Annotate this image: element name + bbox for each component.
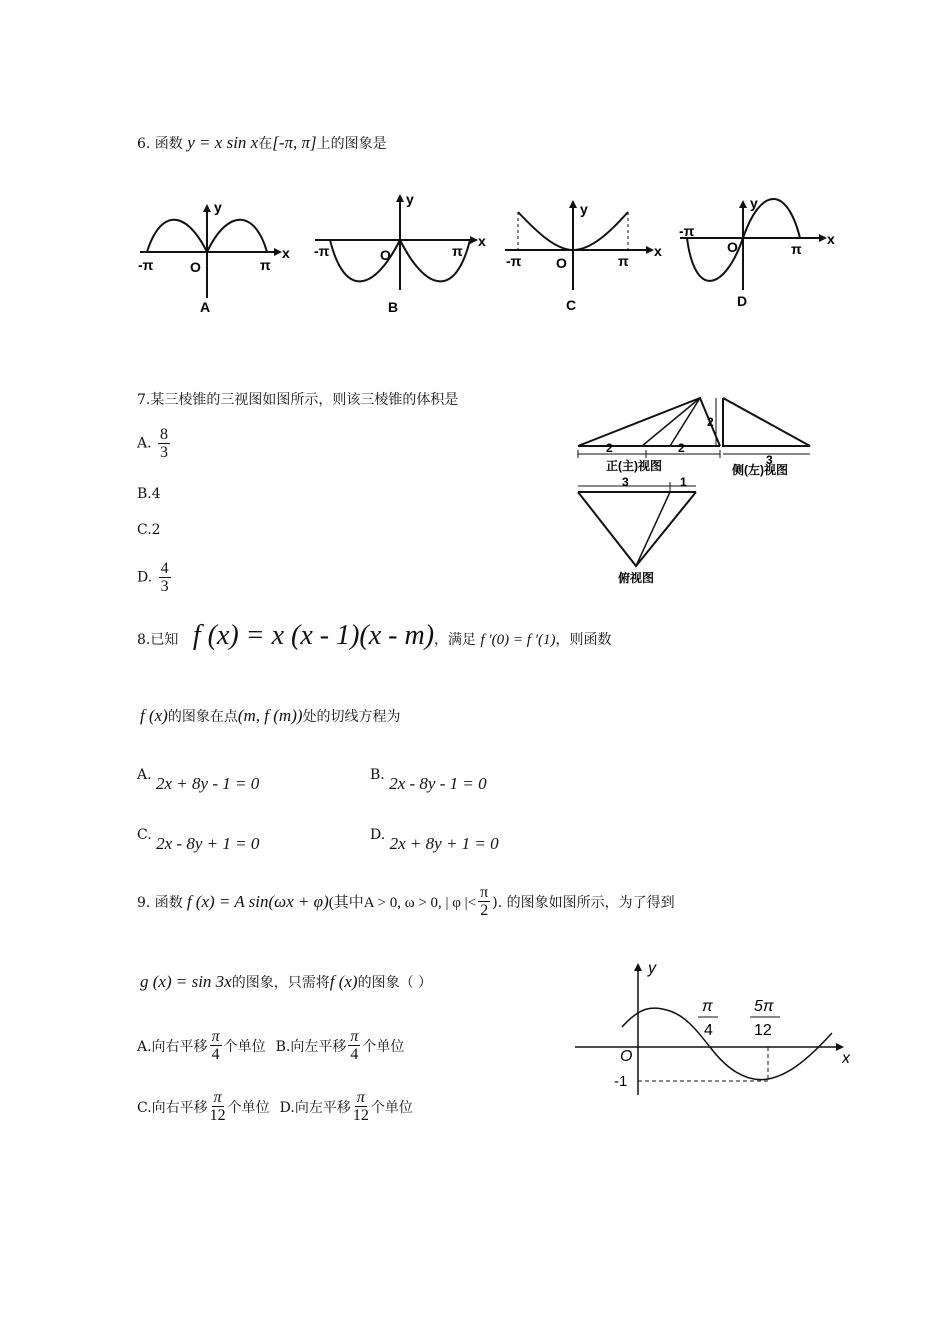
- q8-option-d-label: D.: [370, 827, 386, 843]
- q9-option-d-frac: [353, 1089, 369, 1124]
- q6-number: 6. 函数: [137, 136, 183, 152]
- q7-option-c: C.2: [137, 522, 161, 538]
- q9-option-a-frac: [210, 1028, 222, 1063]
- q8-line2-tail: 处的切线方程为: [302, 709, 401, 725]
- q6-a-o: O: [190, 259, 201, 275]
- q7-option-b: B.4: [137, 486, 161, 502]
- q7-dim-side-h: 2: [707, 415, 714, 429]
- q8-number: 8.已知: [137, 632, 179, 648]
- q6-tail: 上的图象是: [316, 136, 387, 152]
- q6-b-x: x: [478, 233, 486, 249]
- q7-dim-top-right: 1: [680, 475, 687, 489]
- q8-line2-text: 的图象在点: [167, 709, 238, 725]
- q6-d-x: x: [827, 231, 835, 247]
- q9-d-num: π: [356, 1089, 365, 1106]
- q8-option-a-label: A.: [137, 767, 152, 783]
- q6-a-label: A: [200, 299, 211, 315]
- q6-d-y: y: [750, 195, 758, 211]
- q8-line2-point: (m, f (m)): [237, 706, 303, 725]
- q9-option-b: B.向左平移: [275, 1038, 347, 1055]
- q9-options-cd: [137, 1089, 413, 1124]
- q6-d-label: D: [737, 293, 748, 309]
- q8-option-b-label: B.: [370, 767, 385, 783]
- q9-line2: [140, 972, 432, 992]
- q6-c-o: O: [556, 255, 567, 271]
- q6-a-x: x: [282, 245, 290, 261]
- q9-sine-graph: [570, 955, 860, 1105]
- q7-d-den: 3: [160, 578, 169, 595]
- q9-option-a: A.向右平移: [137, 1038, 208, 1055]
- q6-c-label: C: [566, 297, 577, 313]
- q6-c-y: y: [580, 201, 588, 217]
- q6-b-label: B: [388, 299, 399, 315]
- q6-b-y: y: [406, 191, 414, 207]
- q7-option-d-label: D.: [137, 569, 153, 586]
- q7-d-num: 4: [160, 560, 169, 577]
- q6-b-o: O: [380, 247, 391, 263]
- q9-tail: ). 的图象如图所示，为了得到: [492, 894, 675, 911]
- q9-b-den: 4: [350, 1046, 359, 1063]
- q6-graph-d: [679, 195, 835, 309]
- q7-top-view: [578, 475, 696, 585]
- q6-a-left: -π: [138, 257, 154, 273]
- q9-fig-tick2-den: 12: [754, 1022, 772, 1039]
- q9-c-num: π: [213, 1089, 222, 1106]
- q7-option-a: [137, 426, 172, 461]
- q9-stem: [137, 884, 675, 919]
- q8-option-d-eq: 2x + 8y + 1 = 0: [389, 834, 499, 853]
- q8-condition: f ′(0) = f ′(1): [480, 632, 556, 648]
- q9-option-b-unit: 个单位: [362, 1038, 405, 1055]
- q6-graph-a: [138, 199, 290, 315]
- q9-a-num: π: [211, 1028, 220, 1045]
- q7-dim-front-right: 2: [678, 441, 685, 455]
- q9-option-b-frac: [348, 1028, 360, 1063]
- q9-condition: (其中A > 0, ω > 0, | φ |<: [328, 895, 477, 911]
- q9-option-c-frac: [210, 1089, 226, 1124]
- q9-cond-frac: [478, 884, 490, 919]
- q9-fig-minus-one: -1: [614, 1073, 628, 1090]
- q8-option-d: [370, 824, 499, 853]
- q6-a-right: π: [260, 257, 271, 273]
- q7-option-d-frac: [159, 560, 171, 595]
- q7-dim-top-left: 3: [622, 475, 629, 489]
- q8-tail: ，则函数: [555, 632, 612, 648]
- q9-line2-fx: f (x): [329, 972, 358, 991]
- q6-b-right: π: [452, 243, 463, 259]
- q6-c-right: π: [618, 253, 629, 269]
- q9-fig-o: O: [620, 1048, 633, 1065]
- q9-fig-y: y: [648, 960, 656, 977]
- q9-number: 9. 函数: [137, 894, 183, 911]
- q8-option-a-eq: 2x + 8y - 1 = 0: [156, 774, 260, 793]
- q8-formula: f (x) = x (x - 1)(x - m): [192, 620, 435, 651]
- q9-fig-x: x: [842, 1050, 850, 1067]
- q8-option-c-label: C.: [137, 827, 152, 843]
- q9-cond-den: 2: [480, 902, 489, 919]
- q9-fig-tick2-num: 5π: [754, 998, 774, 1015]
- q7-option-d: [137, 560, 173, 595]
- q6-c-left: -π: [506, 253, 522, 269]
- q9-option-d: D.向左平移: [279, 1099, 351, 1116]
- q8-option-c-eq: 2x - 8y + 1 = 0: [156, 834, 260, 853]
- q9-fig-tick1-den: 4: [704, 1022, 713, 1039]
- q6-stem: [137, 133, 387, 153]
- q7-a-num: 8: [160, 426, 169, 443]
- q9-fig-tick1-num: π: [702, 998, 713, 1015]
- q9-c-den: 12: [209, 1107, 226, 1124]
- q9-d-den: 12: [352, 1107, 369, 1124]
- q9-option-c: C.向右平移: [137, 1099, 208, 1116]
- q7-front-view: [578, 398, 720, 473]
- q9-option-d-unit: 个单位: [370, 1099, 413, 1116]
- q7-option-a-label: A.: [137, 435, 152, 452]
- q7-option-a-frac: [158, 426, 170, 461]
- q7-three-views: [570, 390, 820, 590]
- q7-front-label: 正(主)视图: [606, 459, 662, 473]
- q7-dim-front-left: 2: [606, 441, 613, 455]
- q9-formula: f (x) = A sin(ωx + φ): [186, 891, 329, 911]
- q7-side-label: 侧(左)视图: [732, 463, 788, 477]
- q8-option-a: [137, 764, 260, 793]
- q6-a-y: y: [214, 199, 222, 215]
- q6-d-o: O: [727, 239, 738, 255]
- q6-graph-c: [505, 200, 662, 313]
- q9-options-ab: [137, 1028, 404, 1063]
- q8-line2: [140, 706, 401, 726]
- q6-c-x: x: [654, 243, 662, 259]
- q6-d-left: -π: [679, 223, 695, 239]
- q9-b-num: π: [350, 1028, 359, 1045]
- q7-side-view: [707, 398, 810, 477]
- q6-zai: 在: [258, 136, 273, 152]
- q6-graphs: [130, 190, 850, 320]
- q8-line2-fx: f (x): [140, 706, 168, 725]
- q7-a-den: 3: [160, 444, 169, 461]
- q7-dim-side-w: 3: [766, 453, 773, 467]
- q9-line2-tail: 的图象（ ）: [357, 975, 433, 991]
- q8-stem: [137, 620, 611, 652]
- q6-formula: y = x sin x: [187, 133, 259, 152]
- q6-interval: [-π, π]: [272, 133, 317, 152]
- q8-mid: ，满足: [434, 632, 477, 648]
- q9-a-den: 4: [211, 1046, 220, 1063]
- q9-cond-num: π: [480, 884, 489, 901]
- q8-option-c: [137, 824, 260, 853]
- q6-graph-b: [314, 191, 486, 315]
- q9-option-a-unit: 个单位: [223, 1038, 266, 1055]
- q8-option-b: [370, 764, 487, 793]
- q9-option-c-unit: 个单位: [227, 1099, 270, 1116]
- q9-line2-gx: g (x) = sin 3x: [140, 972, 232, 991]
- q6-d-right: π: [791, 241, 802, 257]
- q6-b-left: -π: [314, 243, 330, 259]
- q9-line2-text: 的图象，只需将: [231, 975, 330, 991]
- q7-stem: 7.某三棱锥的三视图如图所示，则该三棱锥的体积是: [137, 392, 459, 408]
- q7-top-label: 俯视图: [618, 571, 655, 585]
- q8-option-b-eq: 2x - 8y - 1 = 0: [389, 774, 487, 793]
